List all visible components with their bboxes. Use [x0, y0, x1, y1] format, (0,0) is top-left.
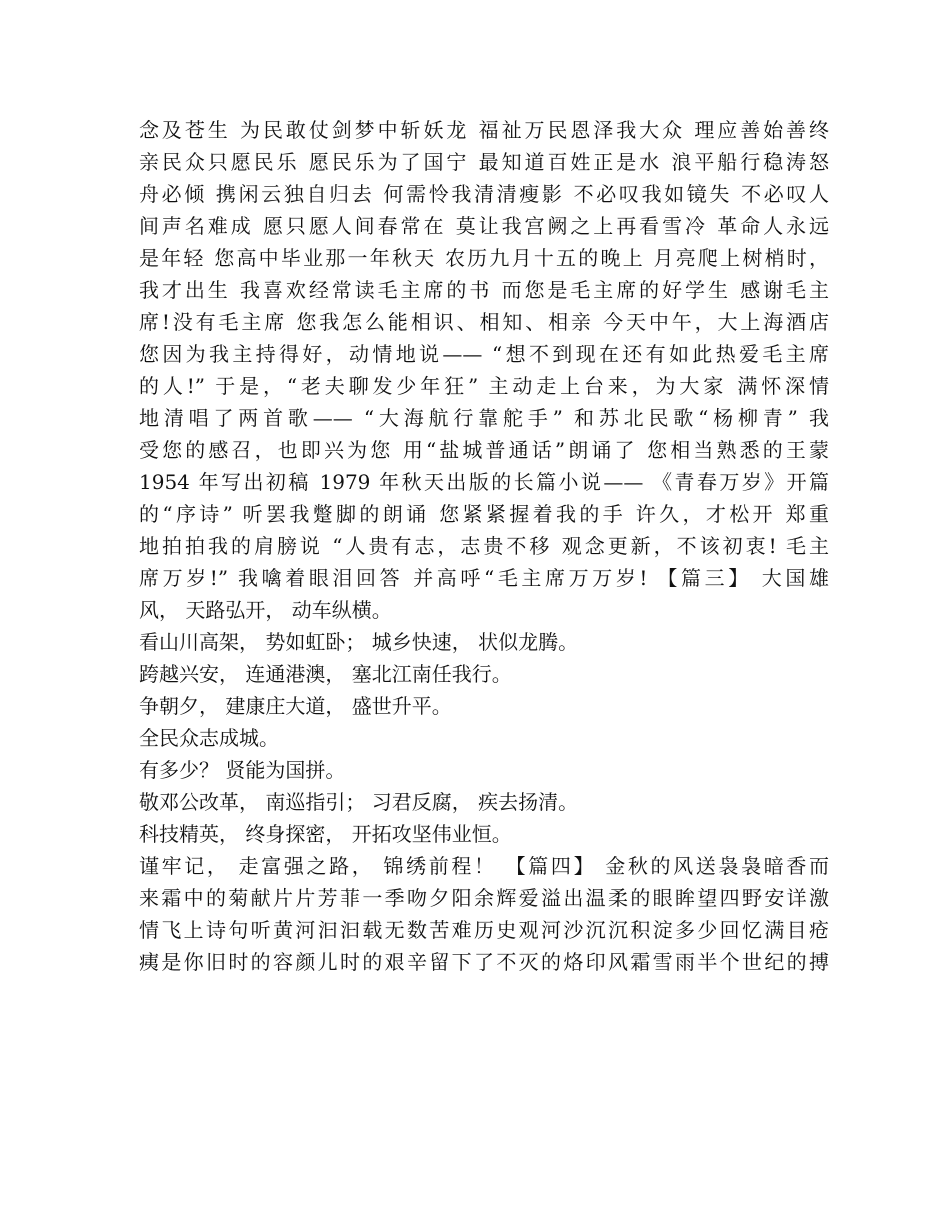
text-line: 情飞上诗句听黄河汩汩载无数苦难历史观河沙沉沉积淀多少回忆满目疮 [139, 918, 829, 942]
text-line: 看山川高架， 势如虹卧； 城乡快速， 状似龙腾。 [139, 630, 579, 654]
text-line: 跨越兴安， 连通港澳， 塞北江南任我行。 [139, 662, 512, 686]
text-line: 您因为我主持得好，动情地说—— “想不到现在还有如此热爱毛主席 [139, 342, 829, 366]
text-line: 来霜中的菊献片片芳菲一季吻夕阳余辉爱溢出温柔的眼眸望四野安详激 [139, 886, 829, 910]
document-body [139, 114, 829, 978]
text-line: 敬邓公改革， 南巡指引； 习君反腐， 疾去扬清。 [139, 790, 579, 814]
text-line: 的“序诗” 听罢我蹩脚的朗诵 您紧紧握着我的手 许久，才松开 郑重 [139, 502, 829, 526]
text-line: 风， 天路弘开， 动车纵横。 [139, 598, 392, 622]
text-line: 全民众志成城。 [139, 726, 279, 750]
text-line: 念及苍生 为民敢仗剑梦中斩妖龙 福祉万民恩泽我大众 理应善始善终 [139, 118, 829, 142]
text-line: 我才出生 我喜欢经常读毛主席的书 而您是毛主席的好学生 感谢毛主 [139, 278, 829, 302]
text-line: 科技精英， 终身探密， 开拓攻坚伟业恒。 [139, 822, 512, 846]
text-line: 1954 年写出初稿 1979 年秋天出版的长篇小说—— 《青春万岁》开篇 [139, 470, 829, 494]
text-line: 是年轻 您高中毕业那一年秋天 农历九月十五的晚上 月亮爬上树梢时， [139, 246, 829, 270]
text-line: 席!没有毛主席 您我怎么能相识、相知、相亲 今天中午，大上海酒店 [139, 310, 829, 334]
text-line: 受您的感召，也即兴为您 用“盐城普通话”朗诵了 您相当熟悉的王蒙 [139, 438, 829, 462]
text-line: 间声名难成 愿只愿人间春常在 莫让我宫阙之上再看雪冷 革命人永远 [139, 214, 829, 238]
text-line: 地清唱了两首歌—— “大海航行靠舵手” 和苏北民歌“杨柳青” 我 [139, 406, 829, 430]
text-line: 的人!” 于是，“老夫聊发少年狂” 主动走上台来，为大家 满怀深情 [139, 374, 829, 398]
text-line: 亲民众只愿民乐 愿民乐为了国宁 最知道百姓正是水 浪平船行稳涛怒 [139, 150, 829, 174]
text-line: 地拍拍我的肩膀说 “人贵有志，志贵不移 观念更新，不该初衷! 毛主 [139, 534, 829, 558]
text-line: 痍是你旧时的容颜儿时的艰辛留下了不灭的烙印风霜雪雨半个世纪的搏 [139, 950, 829, 974]
text-line: 争朝夕， 建康庄大道， 盛世升平。 [139, 694, 452, 718]
text-line: 席万岁!” 我噙着眼泪回答 并高呼“毛主席万万岁! 【篇三】 大国雄 [139, 566, 829, 590]
text-line: 舟必倾 携闲云独自归去 何需怜我清清瘦影 不必叹我如镜失 不必叹人 [139, 182, 829, 206]
text-line: 谨牢记， 走富强之路， 锦绣前程！ 【篇四】 金秋的风送袅袅暗香而 [139, 854, 829, 878]
text-line: 有多少？ 贤能为国拼。 [139, 758, 346, 782]
